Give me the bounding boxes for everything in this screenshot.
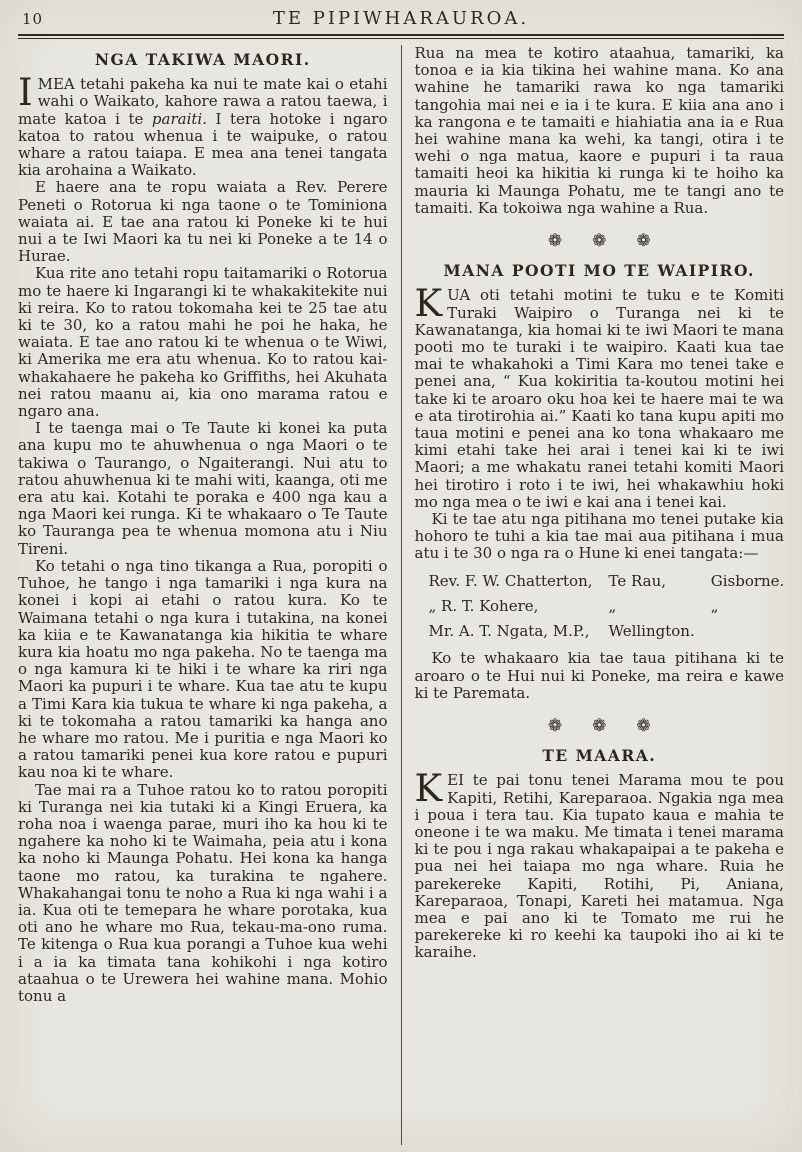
left-column [18, 45, 401, 1145]
paragraph: Ki te tae atu nga pitihana mo tenei putake kia hohoro te tuhi a kia tae mai aua pitihana i mua atu i te 30 o nga ra o Hune ki enei tangata:— [414, 510, 784, 563]
paragraph: I te taenga mai o Te Taute ki konei ka puta ana kupu mo te ahuwhenua o nga Maori o te takiwa o Taurango, o Ngaiterangi. Nui atu to ratou ahuwhenua ki te mahi witi, kaanga, oti me era atu kai. Kotahi te poraka e 400 nga kau a nga Maori kei runga. Ki te whakaaro o Te Taute ko Tauranga pea te whenua momona atu i Niu Tireni. [18, 419, 388, 558]
article-nga-takiwa-maori [18, 51, 388, 1005]
rosette-icon: ❁ [636, 231, 651, 252]
article-mana-pooti [415, 262, 785, 702]
page-number: 10 [22, 10, 44, 28]
signatory-town: Gisborne. [710, 571, 784, 590]
rosette-icon: ❁ [547, 231, 563, 252]
signatory-place: „ [608, 596, 617, 615]
dropcap-letter: K [414, 767, 443, 811]
masthead [18, 6, 784, 32]
paragraph-text: EI te pai tonu tenei Marama mou te pou Kapiti, Retihi, Kareparaoa. Ngakia nga mea i poua i tera tau. Kia tupato kaua e mahia te oneone i te wa maku. Me timata i tenei marama ki te pou i nga rakau whakapaipai a te pakeha e pua nei hei taiapa mo nga whare. Ruia he parekereke Kapiti, Rotihi, Pi, Aniana, Kareparaoa, Tonapi, Kareti hei matamua. Nga mea e pai ano ki te Tomato me rui he parekereke ki ro keehi ka taupoki iho ai ki te karaihe. [414, 771, 784, 962]
signatory-name: Mr. A. T. Ngata, M.P., [428, 622, 590, 641]
article-heading-mana-pooti: MANA POOTI MO TE WAIPIRO. [443, 261, 755, 281]
paragraph: Tae mai ra a Tuhoe ratou ko to ratou poropiti ki Turanga nei kia tutaki ki a Kingi Eruera, ka roha noa i waenga parae, muri iho ka hou ki te ngahere ka noho ki te Waimaha, peia atu i kona ka noho ki Maunga Pohatu. Hei kona ka hanga taone mo ratou, ka turakina te ngahere. Whakahangai tonu te noho a Rua ki nga wahi i a ia. Kua oti te temepara he whare porotaka, kua oti ano he whare mo Rua, tekau-ma-ono ruma. Te kitenga o Rua kua porangi a Tuhoe kua wehi i a ia ka timata tana kohikohi i nga kotiro ataahua o te Urewera hei wahine mana. Mohio tonu a [18, 780, 388, 1005]
rosette-icon: ❁ [547, 715, 563, 736]
right-column [402, 45, 785, 1145]
lead-paragraph [414, 282, 785, 511]
paragraph: E haere ana te ropu waiata a Rev. Perere Peneti o Rotorua ki nga taone o te Tominiona waiata ai. E tae ana ratou ki Poneke ki te hui nui a te Iwi Maori ka tu nei ki Poneke a te 14 o Hurae. [18, 178, 388, 266]
ornament-row [415, 233, 785, 250]
italic-word: paraiti. [151, 109, 207, 128]
signatory-town [711, 623, 784, 640]
signatory-list [429, 573, 785, 641]
column-layout [18, 45, 784, 1145]
signatory-place: Wellington. [608, 622, 695, 641]
continuation-paragraph: Rua na mea te kotiro ataahua, tamariki, ka tonoa e ia kia tikina hei wahine mana. Ko ana wahine he tamariki rawa ko nga tamariki tangohia mai nei e ia i te kura. E kiia ana ano i ka rangona e te tamaiti e hiahiatia ana ia e Rua hei wahine mana ka wehi, ka tangi, otira i te wehi o nga matua, kaore e pupuri i ta raua tamaiti heoi ka hikitia ki runga ki te hoiho ka mauria ki Maunga Pohatu, me te tangi ano te tamaiti. Ka tokoiwa nga wahine a Rua. [414, 45, 784, 217]
paragraph: Ko tetahi o nga tino tikanga a Rua, poropiti o Tuhoe, he tango i nga tamariki i nga kura na konei i kopi ai etahi o ratou kura. Ko te Waimana tetahi o nga kura i tutakina, na konei ka kiia e te Kawanatanga kia hikitia te whare kura kia hoatu mo nga pakeha. No te taenga ma o nga kamura ki te hiki i te whare ka riri nga Maori ka pupuri i te whare. Kua tae atu te kupu a Timi Kara kia tukua te whare ki nga pakeha, a ki te tokomaha a ratou tamariki ka hanga ano he whare mo ratou. Me i puritia e nga Maori ko a ratou tamariki penei kua kore ratou e pupuri kau noa ki te whare. [18, 556, 388, 782]
paragraph: Ko te whakaaro kia tae taua pitihana ki te aroaro o te Hui nui ki Poneke, ma reira e kawe ki te Paremata. [414, 649, 784, 702]
paragraph: Kua rite ano tetahi ropu taitamariki o Rotorua mo te haere ki Ingarangi ki te whakakitekite nui ki reira. Ko to ratou tokomaha kei te 25 tae atu ki te 30, ko a ratou mahi he poi he haka, he waiata. E tae ano ratou ki te whenua o te Wiwi, ki Amerika me era atu whenua. Ko to ratou kai-whakahaere he pakeha ko Griffiths, hei Akuhata nei ratou maanu ai, kia ono marama ratou e ngaro ana. [18, 264, 388, 421]
masthead-title: TE PIPIWHARAUROA. [272, 8, 530, 29]
paragraph-text: MEA tetahi pakeha ka nui te mate kai o etahi wahi o Waikato, kahore rawa a ratou taewa, i mate katoa i te [18, 75, 388, 128]
header-rule [18, 34, 784, 39]
rosette-icon: ❁ [592, 715, 607, 736]
article-heading-te-maara: TE MAARA. [542, 746, 657, 766]
ornament-row [415, 715, 785, 736]
paragraph-text: I tera hotoke i ngaro katoa to ratou whenua i te waipuke, o ratou whare a ratou taiapa. E mea ana tenei tangata kia arohaina a Waikato. [18, 109, 388, 180]
lead-paragraph [18, 71, 388, 180]
dropcap-letter: I [18, 71, 33, 115]
dropcap-letter: K [414, 282, 443, 326]
paragraph-text: UA oti tetahi motini te tuku e te Komiti Turaki Waipiro o Turanga nei ki te Kawanatanga, kia homai ki te iwi Maori te mana pooti mo te turaki i te waipiro. Kaati kua tae mai te whakahoki a Timi Kara mo tenei take e penei ana, “ Kua kokiritia ta-koutou motini hei take ki te aroaro oku hoa kei te haere mai te wa e ata tirotirohia ai.” Kaati ko tana kupu apiti mo taua motini e penei ana ko tona whakaaro me kimi etahi take hei arai i tenei kai ki te iwi Maori; a me whakatu ranei tetahi komiti Maori hei tirotiro i roto i te iwi, hei whakawhiu hoki mo nga mea o te iwi e kai ana i tenei kai. [414, 286, 784, 511]
signatory-place: Te Rau, [608, 571, 667, 590]
article-te-maara [415, 747, 785, 961]
signatory-name: Rev. F. W. Chatterton, [428, 571, 593, 590]
signatory-town: „ [710, 596, 719, 615]
rosette-icon: ❁ [636, 715, 651, 736]
signatory-name: „ R. T. Kohere, [428, 596, 539, 615]
article-heading-nga-takiwa: NGA TAKIWA MAORI. [94, 50, 311, 69]
lead-paragraph [414, 767, 785, 962]
rosette-icon: ❁ [592, 231, 607, 252]
